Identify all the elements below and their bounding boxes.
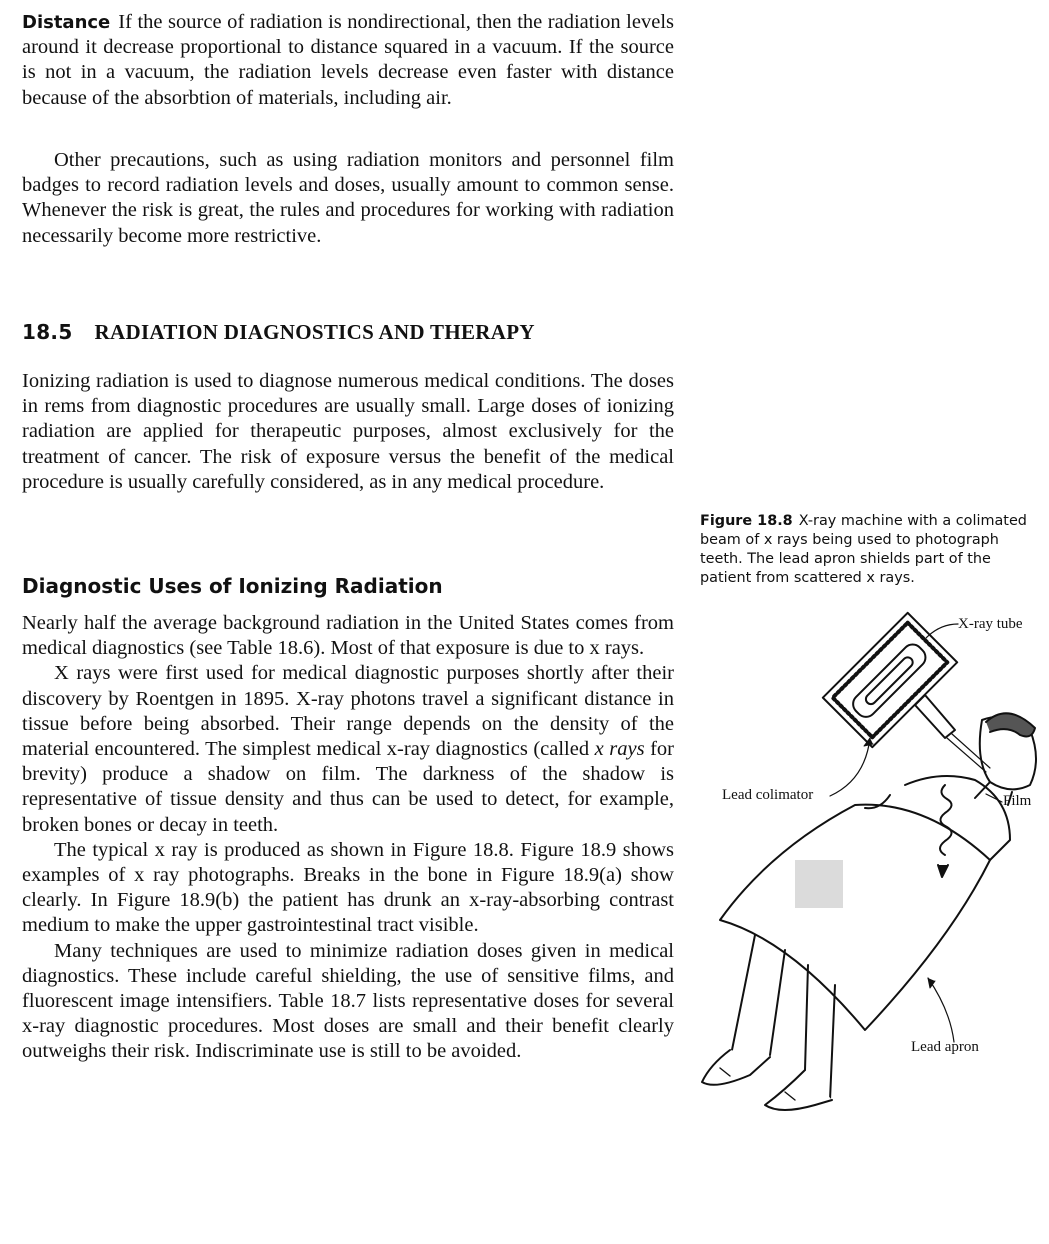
section-title: RADIATION DIAGNOSTICS AND THERAPY — [94, 320, 535, 344]
paragraph-intro — [22, 369, 674, 495]
section-number: 18.5 — [22, 320, 73, 344]
diag-paragraph-4: Many techniques are used to minimize radiation doses given in medical diagnostics. These include careful shielding, the use of sensitive films, and fluorescent image intensifiers. Table 18.7 lists representative doses for several x-ray diagnostic procedures. Most doses are small and their benefit clearly outweighs their risk. Indiscriminate use is still to be avoided. — [22, 939, 674, 1063]
subsection-heading: Diagnostic Uses of Ionizing Radiation — [22, 574, 443, 598]
figure-caption-text: X-ray machine with a colimated beam of x rays being used to photograph teeth. The lead apron shields part of the patient from scattered x rays. — [700, 513, 1027, 586]
label-xray-tube: X-ray tube — [958, 616, 1023, 632]
paragraph-precautions — [22, 148, 674, 249]
label-film: Film — [1003, 793, 1032, 809]
diag-paragraph-1: Nearly half the average background radiation in the United States comes from medical diagnostics (see Table 18.6). Most of that exposure is due to x rays. — [22, 612, 674, 660]
run-in-heading: Distance — [22, 12, 111, 33]
label-lead-apron: Lead apron — [911, 1039, 979, 1055]
xray-illustration — [690, 610, 1045, 1140]
distance-text: If the source of radiation is nondirectional, then the radiation levels around it decrease proportional to distance squared in a vacuum. If the source is not in a vacuum, the radiation levels decrease even faster with distance because of the absorbtion of materials, including air. — [22, 11, 674, 109]
section-heading — [22, 320, 674, 345]
intro-text: Ionizing radiation is used to diagnose numerous medical conditions. The doses in rems from diagnostic procedures are usually small. Large doses of ionizing radiation are applied for therapeutic purposes, almost exclusively for the treatment of cancer. The risk of exposure versus the benefit of the medical procedure is usually carefully considered, as in any medical procedure. — [22, 370, 674, 493]
diag-paragraph-3: The typical x ray is produced as shown in Figure 18.8. Figure 18.9 shows examples of x ray photographs. Breaks in the bone in Figure 18.9(a) show clearly. In Figure 18.9(b) the patient has drunk an x-ray-absorbing contrast medium to make the upper gastrointestinal tract visible. — [22, 838, 674, 937]
label-lead-colimator: Lead colimator — [722, 787, 814, 803]
term-x-rays: x rays — [594, 738, 645, 761]
figure-caption — [700, 512, 1040, 588]
subsection-body — [22, 611, 674, 1065]
shoe-left — [702, 1050, 770, 1085]
diag-paragraph-2: X rays were first used for medical diagnostic purposes shortly after their discovery by Roentgen in 1895. X-ray photons travel a significant distance in tissue before being absorbed. Their range depends on the density of the material encountered. The simplest medical x-ray diagnostics (called x rays for brevity) produce a shadow on film. The darkness of the shadow is representative of tissue density and thus can be used to detect, for example, broken bones or decay in teeth. — [22, 662, 675, 836]
shoe-right — [765, 1070, 832, 1110]
colimator — [915, 695, 955, 738]
precautions-text: Other precautions, such as using radiation monitors and personnel film badges to record radiation levels and doses, usually amount to common sense. Whenever the risk is great, the rules and procedures for working with radiation necessarily become more restrictive. — [22, 149, 674, 247]
paragraph-distance — [22, 10, 674, 111]
figure-label: Figure 18.8 — [700, 513, 793, 529]
xray-drawing — [690, 610, 1045, 1140]
